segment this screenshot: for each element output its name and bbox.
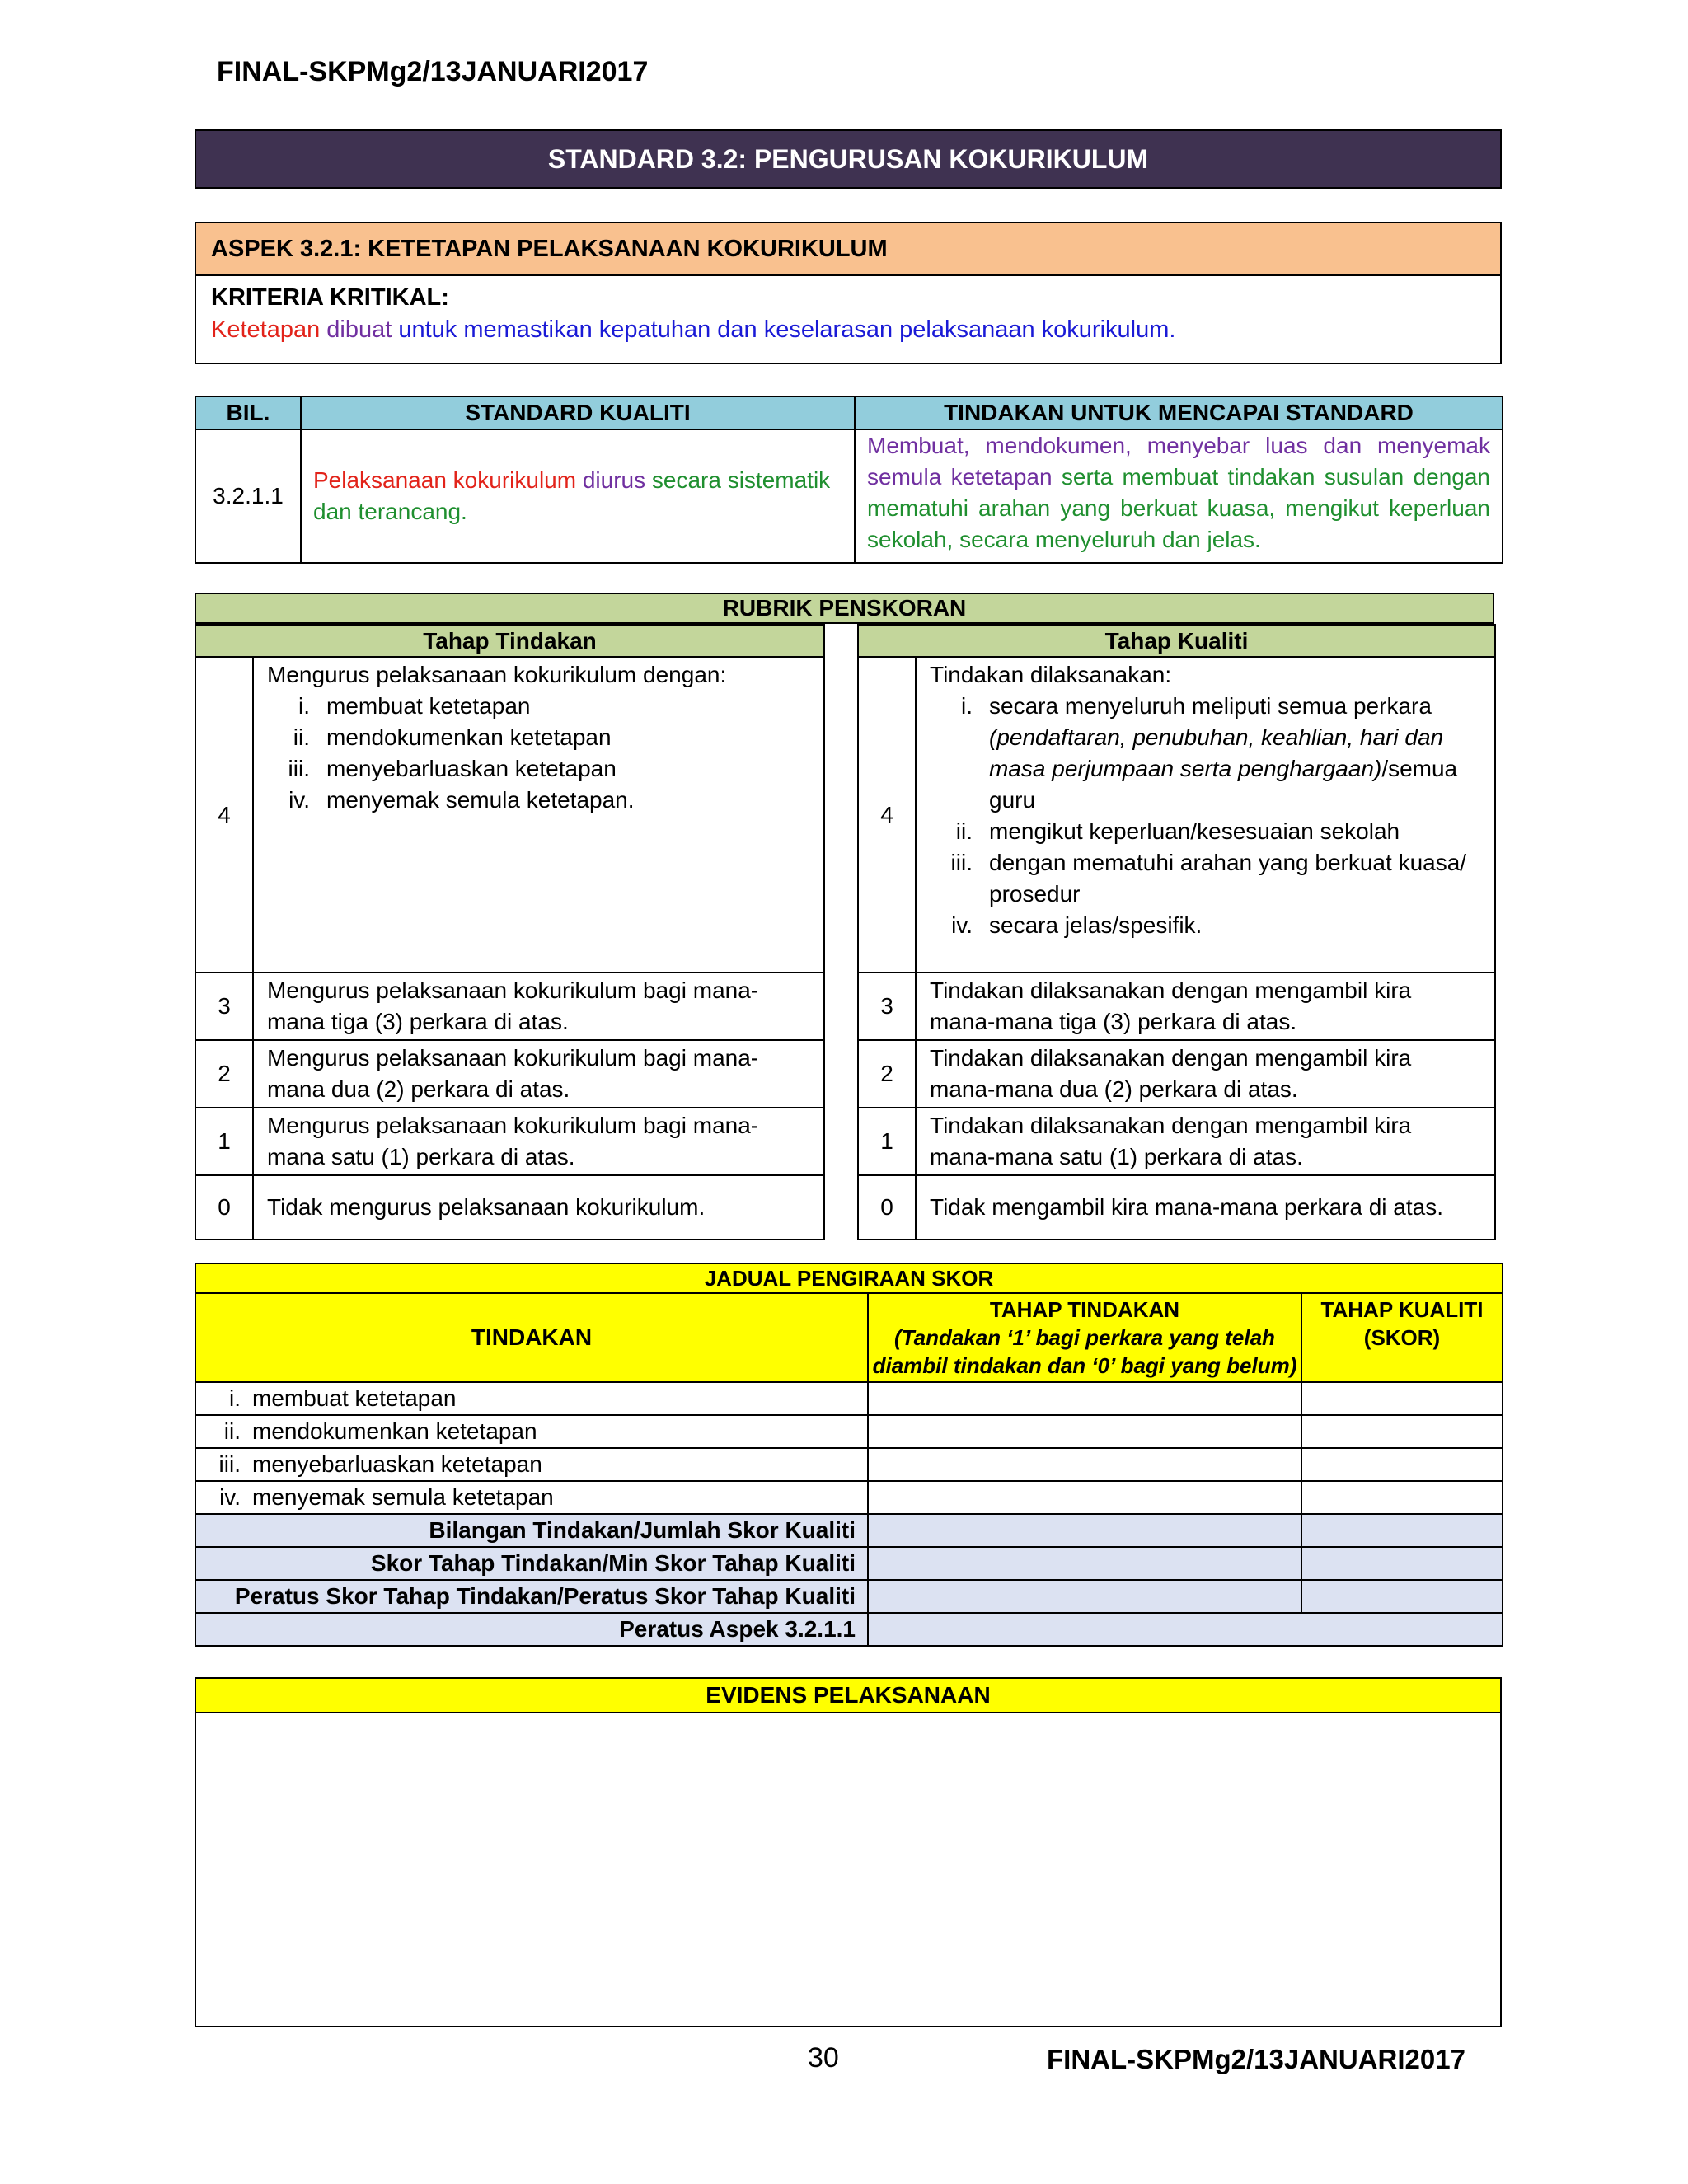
- sq-part: secara sistematik dan terancang.: [313, 467, 831, 524]
- aspek-title: ASPEK 3.2.1: KETETAPAN PELAKSANAAN KOKURIKULUM: [196, 223, 1500, 276]
- tindakan-level-4: [253, 657, 824, 972]
- header-doc-code: FINAL-SKPMg2/13JANUARI2017: [217, 56, 649, 87]
- kualiti-score-1: 1: [858, 1108, 916, 1175]
- skor-col-tahap-kualiti: TAHAP KUALITI (SKOR): [1301, 1293, 1503, 1382]
- tindakan-level-2: Mengurus pelaksanaan kokurikulum bagi mana-mana dua (2) perkara di atas.: [253, 1040, 824, 1108]
- tindakan-score-2: 2: [195, 1040, 253, 1108]
- skor-tindakan-input-4[interactable]: [868, 1481, 1301, 1514]
- list-item: i. membuat ketetapan: [298, 693, 531, 719]
- sq-part: diurus: [576, 467, 646, 493]
- skor-row: iv. menyemak semula ketetapan: [195, 1481, 868, 1514]
- kriteria-part: untuk memastikan kepatuhan dan keselarasan pelaksanaan kokurikulum.: [392, 316, 1176, 343]
- aspek-box: [195, 222, 1502, 364]
- skor-tindakan-input-2[interactable]: [868, 1415, 1301, 1448]
- kriteria-part: Ketetapan: [211, 316, 321, 343]
- skor-summary-label: Peratus Skor Tahap Tindakan/Peratus Skor Tahap Kualiti: [195, 1580, 868, 1613]
- tindakan-score-3: 3: [195, 972, 253, 1040]
- skor-tindakan-input-3[interactable]: [868, 1448, 1301, 1481]
- skor-summary-label: Skor Tahap Tindakan/Min Skor Tahap Kualiti: [195, 1547, 868, 1580]
- skor-kualiti-input-2[interactable]: [1301, 1415, 1503, 1448]
- evidens-content-area[interactable]: [196, 1713, 1500, 2029]
- tahap-tindakan-header: Tahap Tindakan: [195, 625, 824, 657]
- kriteria-text: [196, 312, 1500, 344]
- kualiti-level-2: Tindakan dilaksanakan dengan mengambil kira mana-mana dua (2) perkara di atas.: [916, 1040, 1495, 1108]
- skor-summary-tindakan[interactable]: [868, 1547, 1301, 1580]
- page-number: 30: [808, 2042, 839, 2074]
- kualiti-intro: Tindakan dilaksanakan:: [930, 662, 1172, 687]
- skor-row: i. membuat ketetapan: [195, 1382, 868, 1415]
- list-item: iv. menyemak semula ketetapan.: [288, 787, 635, 813]
- standard-kualiti-table: [195, 396, 1503, 564]
- header-standard-kualiti: STANDARD KUALITI: [301, 396, 855, 429]
- kualiti-level-0: Tidak mengambil kira mana-mana perkara di atas.: [916, 1175, 1495, 1240]
- skor-row: iii. menyebarluaskan ketetapan: [195, 1448, 868, 1481]
- skor-col-tahap-tindakan: TAHAP TINDAKAN (Tandakan ‘1’ bagi perkara yang telah diambil tindakan dan ‘0’ bagi yang belum): [868, 1293, 1301, 1382]
- list-item: ii. mengikut keperluan/kesesuaian sekolah: [955, 818, 1400, 844]
- header-bil: BIL.: [195, 396, 301, 429]
- standard-title: STANDARD 3.2: PENGURUSAN KOKURIKULUM: [195, 129, 1502, 189]
- action-part: Membuat, mendokumen, menyebar luas dan menyemak semula ketetapan: [867, 433, 1490, 490]
- tindakan-score-4: 4: [195, 657, 253, 972]
- list-item: ii. mendokumenkan ketetapan: [293, 724, 612, 750]
- evidens-box: [195, 1677, 1502, 2027]
- kualiti-level-4: [916, 657, 1495, 972]
- tindakan-score-0: 0: [195, 1175, 253, 1240]
- skor-kualiti-input-1[interactable]: [1301, 1382, 1503, 1415]
- skor-kualiti-input-3[interactable]: [1301, 1448, 1503, 1481]
- list-item: iv. secara jelas/spesifik.: [951, 912, 1203, 938]
- kualiti-level-3: Tindakan dilaksanakan dengan mengambil kira mana-mana tiga (3) perkara di atas.: [916, 972, 1495, 1040]
- rubrik-title: RUBRIK PENSKORAN: [195, 593, 1494, 624]
- skor-summary-kualiti[interactable]: [1301, 1580, 1503, 1613]
- skor-kualiti-input-4[interactable]: [1301, 1481, 1503, 1514]
- tindakan-intro: Mengurus pelaksanaan kokurikulum dengan:: [267, 662, 727, 687]
- tindakan-level-0: Tidak mengurus pelaksanaan kokurikulum.: [253, 1175, 824, 1240]
- rubrik-tindakan-table: [195, 624, 825, 1240]
- kualiti-score-4: 4: [858, 657, 916, 972]
- skor-col-tindakan: TINDAKAN: [195, 1293, 868, 1382]
- tindakan-cell: [855, 429, 1503, 563]
- sq-part: Pelaksanaan kokurikulum: [313, 467, 577, 493]
- skor-summary-label: Peratus Aspek 3.2.1.1: [195, 1613, 868, 1646]
- kualiti-score-0: 0: [858, 1175, 916, 1240]
- kualiti-score-3: 3: [858, 972, 916, 1040]
- evidens-title: EVIDENS PELAKSANAAN: [196, 1679, 1500, 1713]
- header-tindakan: TINDAKAN UNTUK MENCAPAI STANDARD: [855, 396, 1503, 429]
- kriteria-label: KRITERIA KRITIKAL:: [211, 284, 449, 311]
- skor-row: ii. mendokumenkan ketetapan: [195, 1415, 868, 1448]
- skor-summary-label: Bilangan Tindakan/Jumlah Skor Kualiti: [195, 1514, 868, 1547]
- tindakan-level-3: Mengurus pelaksanaan kokurikulum bagi mana-mana tiga (3) perkara di atas.: [253, 972, 824, 1040]
- kriteria-part: dibuat: [320, 316, 392, 343]
- rubrik-kualiti-table: [857, 624, 1496, 1240]
- tahap-kualiti-header: Tahap Kualiti: [858, 625, 1495, 657]
- skor-summary-tindakan[interactable]: [868, 1514, 1301, 1547]
- action-part: serta membuat tindakan susulan dengan mematuhi arahan yang berkuat kuasa, mengikut keperluan sekolah, secara menyeluruh dan jelas.: [867, 464, 1490, 552]
- peratus-aspek-input[interactable]: [868, 1613, 1503, 1646]
- list-item: iii. menyebarluaskan ketetapan: [288, 756, 617, 781]
- bil-cell: 3.2.1.1: [195, 429, 301, 563]
- skor-summary-kualiti[interactable]: [1301, 1547, 1503, 1580]
- skor-tindakan-input-1[interactable]: [868, 1382, 1301, 1415]
- skor-table: [195, 1263, 1503, 1647]
- list-item: i. secara menyeluruh meliputi semua perkara (pendaftaran, penubuhan, keahlian, hari dan masa perjumpaan serta penghargaan)/semua guru: [961, 693, 1458, 813]
- skor-title: JADUAL PENGIRAAN SKOR: [195, 1263, 1503, 1293]
- kualiti-score-2: 2: [858, 1040, 916, 1108]
- skor-summary-tindakan[interactable]: [868, 1580, 1301, 1613]
- tindakan-level-1: Mengurus pelaksanaan kokurikulum bagi mana-mana satu (1) perkara di atas.: [253, 1108, 824, 1175]
- skor-summary-kualiti[interactable]: [1301, 1514, 1503, 1547]
- tindakan-score-1: 1: [195, 1108, 253, 1175]
- standard-kualiti-cell: [301, 429, 855, 563]
- footer-doc-code: FINAL-SKPMg2/13JANUARI2017: [1047, 2044, 1465, 2074]
- list-item: iii. dengan mematuhi arahan yang berkuat kuasa/ prosedur: [950, 850, 1467, 907]
- kualiti-level-1: Tindakan dilaksanakan dengan mengambil kira mana-mana satu (1) perkara di atas.: [916, 1108, 1495, 1175]
